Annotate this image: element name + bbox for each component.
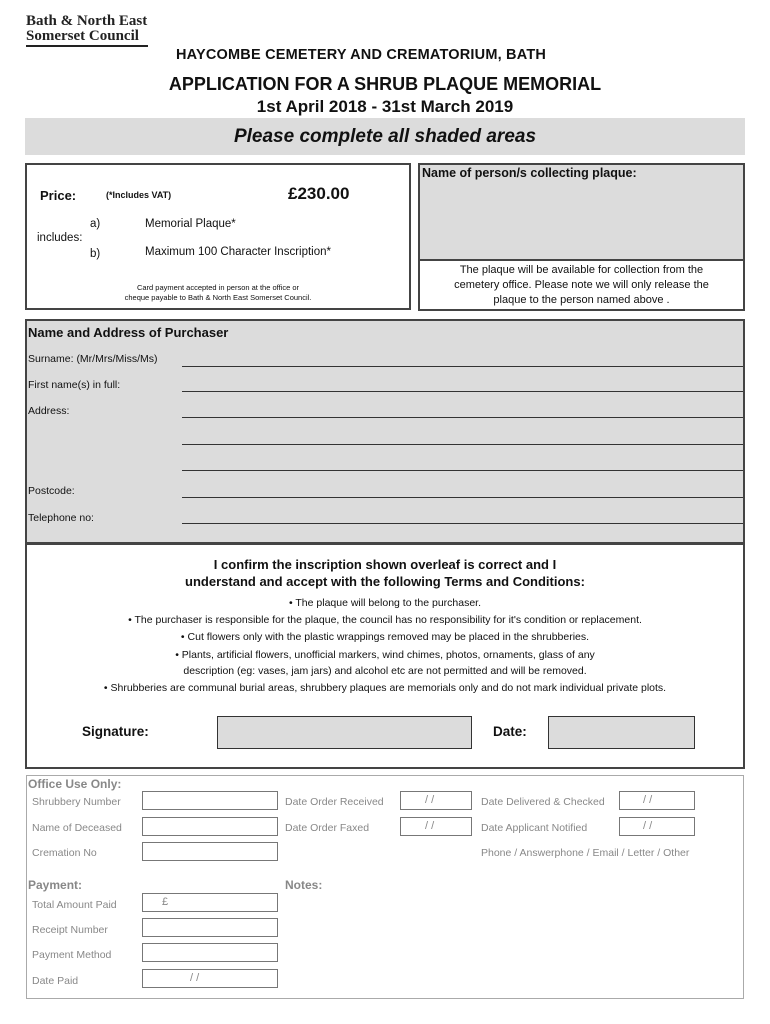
date-order-faxed-field[interactable] — [400, 817, 472, 836]
terms-item-3: • Cut flowers only with the plastic wrappings removed may be placed in the shrubberies. — [180, 631, 590, 643]
first-name-field[interactable] — [182, 391, 743, 392]
date-applicant-notified-label: Date Applicant Notified — [481, 822, 588, 834]
shrubbery-number-label: Shrubbery Number — [32, 796, 121, 808]
date-paid-slashes: / / — [190, 972, 200, 984]
terms-item-5: • Shrubberies are communal burial areas, shrubbery plaques are memorials only and do not mark individual private plots. — [103, 682, 667, 694]
payment-method-label: Payment Method — [32, 949, 112, 961]
name-of-deceased-label: Name of Deceased — [32, 822, 122, 834]
include-a-text: Memorial Plaque* — [145, 218, 236, 230]
card-note-line-2: cheque payable to Bath & North East Somerset Council. — [124, 293, 312, 302]
telephone-field[interactable] — [182, 523, 743, 524]
terms-item-1: • The plaque will belong to the purchaser. — [288, 597, 482, 609]
postcode-field[interactable] — [182, 497, 743, 498]
shrubbery-number-field[interactable] — [142, 791, 278, 810]
telephone-label: Telephone no: — [28, 512, 94, 524]
date-label: Date: — [493, 724, 527, 739]
price-label: Price: — [40, 188, 77, 203]
card-payment-note — [26, 283, 410, 303]
terms-item-4-line-1: • Plants, artificial flowers, unofficial markers, wind chimes, photos, ornaments, glass of any — [175, 649, 595, 661]
form-dates: 1st April 2018 - 31st March 2019 — [256, 97, 514, 116]
date-delivered-field[interactable] — [619, 791, 695, 810]
form-title: APPLICATION FOR A SHRUB PLAQUE MEMORIAL — [168, 74, 602, 94]
card-note-line-1: Card payment accepted in person at the office or — [136, 283, 300, 292]
cemetery-name: HAYCOMBE CEMETERY AND CREMATORIUM, BATH — [176, 47, 547, 63]
date-field[interactable] — [548, 716, 695, 749]
collection-note-line-3: plaque to the person named above . — [493, 294, 670, 306]
terms-item-2: • The purchaser is responsible for the plaque, the council has no responsibility for it's condition or replacement. — [128, 614, 642, 626]
address-line-3-field[interactable] — [182, 470, 743, 471]
address-line-2-field[interactable] — [182, 444, 743, 445]
address-line-1-field[interactable] — [182, 417, 743, 418]
date-applicant-notified-field[interactable] — [619, 817, 695, 836]
date-paid-label: Date Paid — [32, 975, 79, 987]
date-delivered-slashes: / / — [643, 794, 653, 806]
signature-label: Signature: — [82, 724, 149, 739]
include-a-marker: a) — [90, 218, 101, 230]
date-order-faxed-slashes: / / — [425, 820, 435, 832]
council-logo — [26, 14, 147, 44]
collection-note — [418, 261, 745, 311]
logo-line-1: Bath & North East — [26, 13, 148, 29]
surname-field[interactable] — [182, 366, 743, 367]
address-label: Address: — [28, 405, 70, 417]
vat-note: (*Includes VAT) — [106, 190, 172, 200]
name-of-deceased-field[interactable] — [142, 817, 278, 836]
notes-heading: Notes: — [285, 878, 323, 892]
cremation-no-field[interactable] — [142, 842, 278, 861]
terms-item-4-line-2: description (eg: vases, jam jars) and alcohol etc are not permitted and will be removed. — [183, 665, 587, 677]
payment-heading: Payment: — [28, 878, 83, 892]
surname-label: Surname: (Mr/Mrs/Miss/Ms) — [28, 353, 158, 365]
price-value: £230.00 — [288, 184, 350, 203]
date-paid-field[interactable] — [142, 969, 278, 988]
collection-note-line-1: The plaque will be available for collection from the — [459, 264, 704, 276]
first-name-label: First name(s) in full: — [28, 379, 121, 391]
date-order-received-label: Date Order Received — [285, 796, 384, 808]
receipt-number-label: Receipt Number — [32, 924, 108, 936]
signature-field[interactable] — [217, 716, 472, 749]
postcode-label: Postcode: — [28, 485, 75, 497]
receipt-number-field[interactable] — [142, 918, 278, 937]
date-delivered-label: Date Delivered & Checked — [481, 796, 605, 808]
instruction-text: Please complete all shaded areas — [233, 126, 537, 147]
terms-heading-line-1: I confirm the inscription shown overleaf is correct and I — [213, 557, 557, 572]
include-b-text: Maximum 100 Character Inscription* — [145, 246, 331, 258]
collector-name-label: Name of person/s collecting plaque: — [422, 166, 637, 180]
terms-heading-line-2: understand and accept with the following Terms and Conditions: — [185, 574, 585, 589]
total-amount-paid-label: Total Amount Paid — [32, 899, 117, 911]
logo-underline — [26, 45, 148, 47]
date-applicant-notified-slashes: / / — [643, 820, 653, 832]
purchaser-heading: Name and Address of Purchaser — [28, 325, 229, 340]
pound-sign: £ — [162, 896, 169, 908]
cremation-no-label: Cremation No — [32, 847, 97, 859]
notes-field[interactable] — [290, 895, 738, 993]
office-use-heading: Office Use Only: — [28, 777, 122, 791]
date-order-received-slashes: / / — [425, 794, 435, 806]
includes-label: includes: — [37, 232, 83, 244]
payment-method-field[interactable] — [142, 943, 278, 962]
contact-methods-options[interactable]: Phone / Answerphone / Email / Letter / Other — [481, 847, 690, 859]
logo-line-2: Somerset Council — [26, 28, 139, 44]
include-b-marker: b) — [90, 248, 101, 260]
collection-note-line-2: cemetery office. Please note we will only release the — [454, 279, 709, 291]
date-order-received-field[interactable] — [400, 791, 472, 810]
date-order-faxed-label: Date Order Faxed — [285, 822, 370, 834]
